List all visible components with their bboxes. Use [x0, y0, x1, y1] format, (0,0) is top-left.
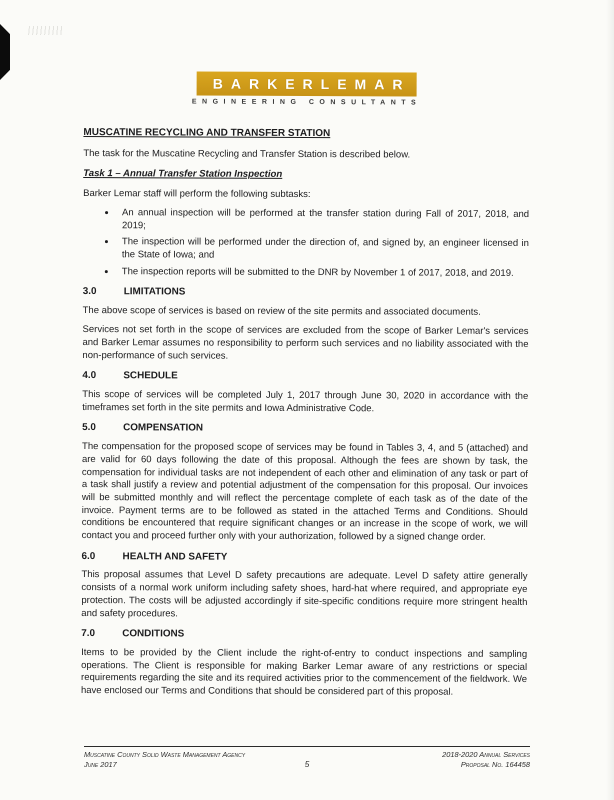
section-title: COMPENSATION — [123, 422, 204, 435]
logo-text: BARKERLEMAR — [212, 75, 411, 93]
section-title: HEALTH AND SAFETY — [122, 550, 228, 563]
subtask-bullet: • The inspection reports will be submitted to the DNR by November 1 of 2017, 2018, and 2019. — [117, 266, 529, 281]
section-paragraph: The compensation for the proposed scope of services may be found in Tables 3, 4, and 5 (attached) and are valid for 60 days following the date of this proposal. Although the fees are shown by task, the compensation for individual tasks are not independent of each other and elimination of any task or part of a task shall justify a review and potential adjustment of the compensation for this proposal. Our invoices will be submitted monthly and will reflect the percentage complete of each task as of the date of the invoice. Payment terms are to be followed as stated in the attached Terms and Conditions. Should conditions be encountered that require significant changes or an increase in the scope of work, we will contact you and proceed further only with your authorization, followed by a signed change order. — [81, 441, 529, 543]
document-title: MUSCATINE RECYCLING AND TRANSFER STATION — [83, 127, 331, 140]
section-heading — [82, 422, 528, 437]
letterhead — [0, 0, 614, 107]
section-title: CONDITIONS — [122, 628, 185, 640]
section-paragraph: Items to be provided by the Client include the right-of-entry to conduct inspections and sampling operations. The Client is responsible for making Barker Lemar aware of any restrictions or special requirements regarding the site and its required activities prior to the commencement of the fieldwork. We have enclosed our Terms and Conditions that should be considered part of this proposal. — [80, 647, 528, 698]
section-number: 5.0 — [82, 422, 96, 434]
subtask-bullet: • An annual inspection will be performed at the transfer station during Fall of 2017, 2018, and 2019; — [117, 207, 529, 234]
section-number: 3.0 — [82, 286, 97, 298]
section-heading — [81, 628, 527, 643]
page-number: 5 — [304, 760, 310, 769]
section-number: 6.0 — [81, 550, 96, 562]
section-limitations — [82, 286, 528, 364]
task-heading: Task 1 – Annual Transfer Station Inspection — [83, 168, 283, 181]
document-body — [81, 127, 529, 700]
section-compensation — [82, 422, 529, 544]
section-heading — [83, 286, 529, 301]
section-paragraph: This scope of services will be completed July 1, 2017 through June 30, 2020 in accordance with the timeframes set forth in the site permits and Iowa Administrative Code. — [82, 389, 529, 415]
section-title: LIMITATIONS — [123, 286, 186, 298]
section-number: 4.0 — [82, 370, 97, 382]
footer-services: 2018-2020 Annual Services — [442, 750, 530, 759]
footer-date: June 2017 — [84, 760, 117, 769]
section-paragraph: The above scope of services is based on review of the site permits and associated documents. — [82, 305, 481, 318]
footer-agency: Muscatine County Solid Waste Management Agency — [84, 750, 246, 759]
subtask-bullet: • The inspection will be performed under the direction of, and signed by, an engineer licensed in the State of Iowa; and — [117, 236, 529, 263]
section-paragraph: Services not set forth in the scope of services are excluded from the scope of Barker Lemar's services and Barker Lemar assumes no responsibility to perform such services and no liability associated with the non-performance of such services. — [82, 324, 529, 362]
logo-subtitle: ENGINEERING CONSULTANTS — [191, 98, 422, 107]
subtask-list — [83, 207, 529, 280]
footer-proposal-number: Proposal No. 164458 — [460, 760, 530, 769]
section-heading — [82, 551, 528, 566]
section-title: SCHEDULE — [123, 370, 178, 382]
intro-paragraph: The task for the Muscatine Recycling and Transfer Station is described below. — [83, 147, 411, 161]
section-heading — [82, 370, 528, 385]
section-conditions — [81, 628, 527, 699]
subtask-intro: Barker Lemar staff will perform the following subtasks: — [83, 187, 311, 200]
page-footer — [84, 746, 530, 770]
barker-lemar-logo — [197, 72, 417, 97]
section-health-and-safety — [81, 551, 527, 622]
section-number: 7.0 — [81, 628, 95, 640]
section-schedule — [82, 370, 528, 416]
section-paragraph: This proposal assumes that Level D safety precautions are adequate. Level D safety attire generally consists of a normal work uniform including safety shoes, hard-hat where required, and appropriate eye protection. The costs will be adjusted accordingly if site-specific conditions require more stringent health and safety procedures. — [81, 569, 528, 620]
